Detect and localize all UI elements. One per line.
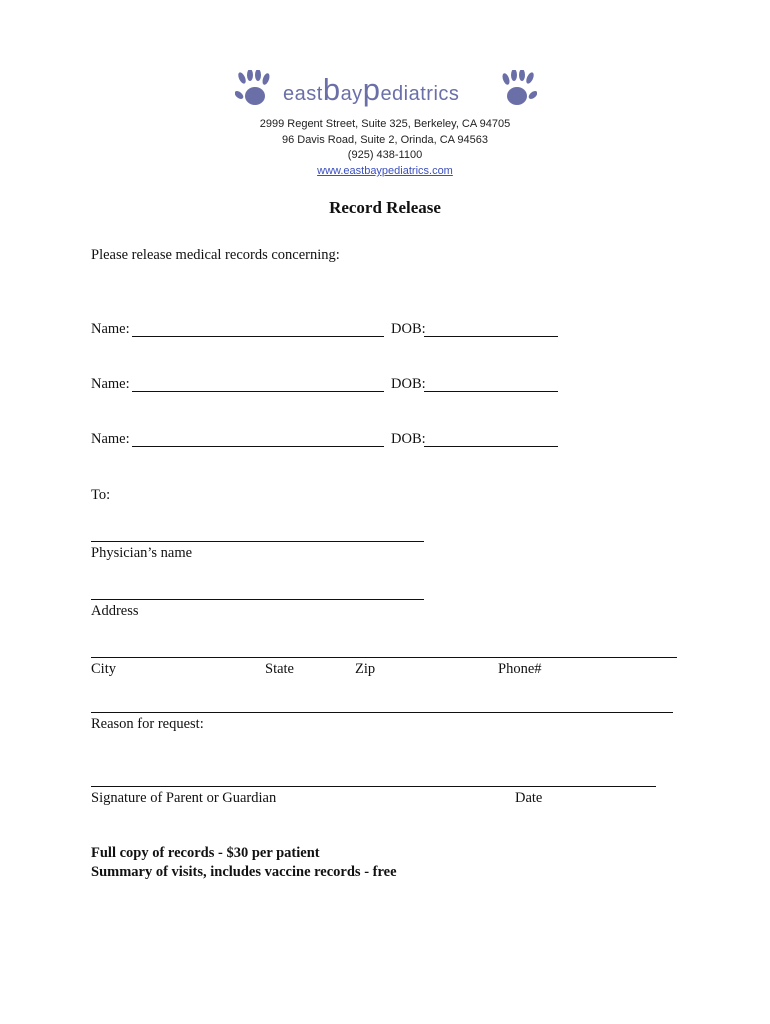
to-label: To: <box>91 487 111 503</box>
city-label: City <box>91 661 116 677</box>
name-label: Name: <box>91 431 130 447</box>
dob-field-1[interactable] <box>424 336 558 337</box>
address-line-1: 2999 Regent Street, Suite 325, Berkeley, CA 94705 <box>259 118 511 130</box>
signature-field[interactable] <box>91 786 656 787</box>
physician-name-label: Physician’s name <box>91 545 193 561</box>
phone-label: Phone# <box>498 661 542 677</box>
name-label: Name: <box>91 321 130 337</box>
address-field[interactable] <box>91 599 424 600</box>
intro-text: Please release medical records concerning: <box>91 247 340 263</box>
clinic-logo <box>235 68 535 112</box>
full-copy-fee: Full copy of records - $30 per patient <box>91 845 320 861</box>
hand-print-icon <box>497 70 537 110</box>
address-label: Address <box>91 603 139 619</box>
dob-label: DOB: <box>391 321 426 337</box>
dob-field-2[interactable] <box>424 391 558 392</box>
clinic-phone: (925) 438-1100 <box>347 149 423 161</box>
website-row <box>0 165 770 177</box>
name-field-3[interactable] <box>132 446 384 447</box>
signature-label: Signature of Parent or Guardian <box>91 790 277 806</box>
website-link[interactable]: www.eastbaypediatrics.com <box>317 165 453 177</box>
summary-fee: Summary of visits, includes vaccine records - free <box>91 864 397 880</box>
reason-label: Reason for request: <box>91 716 204 732</box>
dob-field-3[interactable] <box>424 446 558 447</box>
clinic-name-logotype: eastbaypediatrics <box>283 72 460 107</box>
city-state-zip-phone-field[interactable] <box>91 657 677 658</box>
address-line-2: 96 Davis Road, Suite 2, Orinda, CA 94563 <box>281 134 489 146</box>
name-label: Name: <box>91 376 130 392</box>
hand-print-icon <box>235 70 275 110</box>
name-field-1[interactable] <box>132 336 384 337</box>
date-label: Date <box>515 790 543 806</box>
state-label: State <box>265 661 294 677</box>
reason-field[interactable] <box>91 712 673 713</box>
dob-label: DOB: <box>391 376 426 392</box>
zip-label: Zip <box>355 661 376 677</box>
physician-name-field[interactable] <box>91 541 424 542</box>
form-title: Record Release <box>329 198 441 217</box>
name-field-2[interactable] <box>132 391 384 392</box>
dob-label: DOB: <box>391 431 426 447</box>
